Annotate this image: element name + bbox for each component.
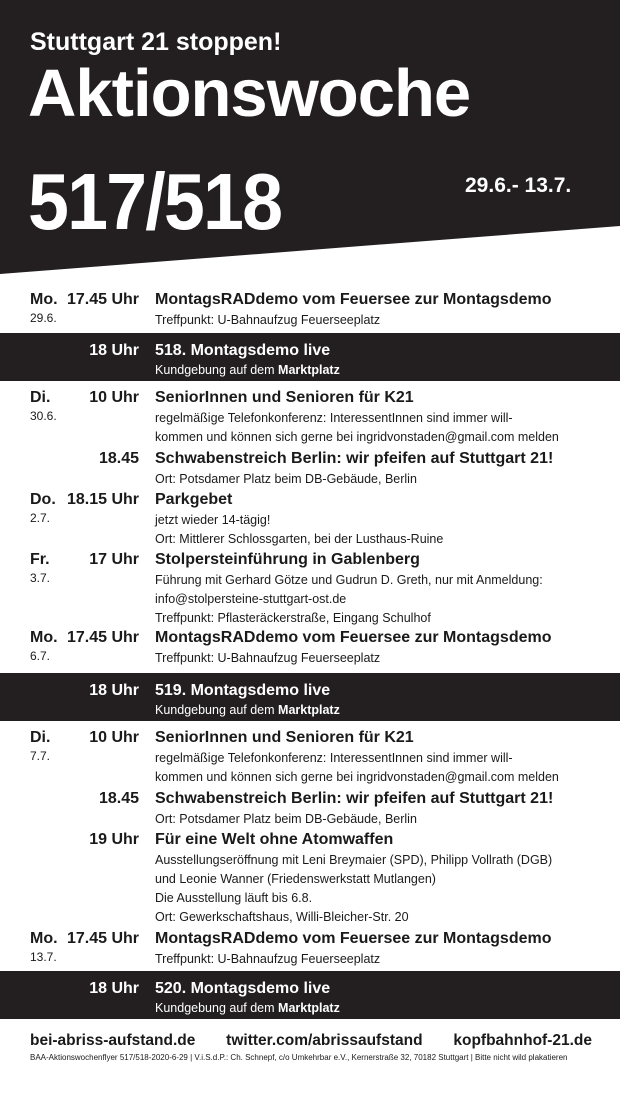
event-subtitle xyxy=(155,703,340,717)
montagsdemo-row xyxy=(0,673,620,721)
footer-imprint: BAA-Aktionswochenflyer 517/518-2020-6-29 | V.i.S.d.P.: Ch. Schnepf, c/o Umkehrbar e.V., Kernerstraße 32, 70182 Stuttgart | Bitte nicht wild plakatieren xyxy=(30,1053,568,1062)
event-detail-line: Ort: Potsdamer Platz beim DB-Gebäude, Berlin xyxy=(155,472,417,486)
event-title: Für eine Welt ohne Atomwaffen xyxy=(155,831,394,848)
event-day: Fr. xyxy=(30,551,50,568)
event-row xyxy=(0,291,620,331)
footer-link-website[interactable]: bei-abriss-aufstand.de xyxy=(30,1032,196,1049)
event-location: Marktplatz xyxy=(278,363,340,377)
event-row xyxy=(0,551,620,629)
header-banner xyxy=(0,0,620,280)
event-date: 7.7. xyxy=(30,749,51,763)
event-subtitle-text: Kundgebung auf dem xyxy=(155,1001,279,1015)
event-row xyxy=(0,450,620,488)
event-details xyxy=(155,311,380,330)
event-day: Di. xyxy=(30,389,51,406)
event-time: 17 Uhr xyxy=(89,551,139,568)
event-date: 3.7. xyxy=(30,571,51,585)
event-subtitle-text: Kundgebung auf dem xyxy=(155,703,279,717)
event-detail-line: Treffpunkt: U-Bahnaufzug Feuerseeplatz xyxy=(155,952,381,966)
event-row xyxy=(0,389,620,447)
event-detail-line: Ort: Potsdamer Platz beim DB-Gebäude, Berlin xyxy=(155,812,417,826)
event-time: 17.45 Uhr xyxy=(66,629,139,646)
event-row xyxy=(0,629,620,669)
event-date: 29.6. xyxy=(30,311,57,325)
event-subtitle-text: Kundgebung auf dem xyxy=(155,363,279,377)
header-dates: 29.6.- 13.7. xyxy=(465,174,572,197)
event-details xyxy=(155,851,552,927)
event-row xyxy=(0,491,620,549)
event-details xyxy=(155,409,559,447)
event-details xyxy=(155,749,559,787)
footer-link-twitter[interactable]: twitter.com/abrissaufstand xyxy=(226,1032,423,1049)
event-location: Marktplatz xyxy=(278,1001,340,1015)
event-subtitle xyxy=(155,1001,340,1015)
event-details xyxy=(155,649,380,668)
event-detail-line: Ort: Mittlerer Schlossgarten, bei der Lusthaus-Ruine xyxy=(155,532,444,546)
event-title: 520. Montagsdemo live xyxy=(155,980,331,997)
event-detail-line: info@stolpersteine-stuttgart-ost.de xyxy=(155,592,347,606)
header-number: 517/518 xyxy=(28,157,282,246)
event-time: 17.45 Uhr xyxy=(66,291,139,308)
event-title: MontagsRADdemo vom Feuersee zur Montagsdemo xyxy=(155,291,552,308)
event-detail-line: regelmäßige Telefonkonferenz: InteressentInnen sind immer will- xyxy=(155,751,513,765)
event-detail-line: Treffpunkt: Pflasteräckerstraße, Eingang Schulhof xyxy=(155,611,431,625)
event-time: 18.45 xyxy=(98,790,139,807)
event-detail-line: jetzt wieder 14-tägig! xyxy=(155,513,271,527)
event-detail-line: kommen und können sich gerne bei ingridvonstaden@gmail.com melden xyxy=(155,430,559,444)
footer-links xyxy=(30,1032,592,1050)
event-detail-line: Ausstellungseröffnung mit Leni Breymaier (SPD), Philipp Vollrath (DGB) xyxy=(155,853,553,867)
event-time: 18.15 Uhr xyxy=(66,491,139,508)
event-detail-line: Die Ausstellung läuft bis 6.8. xyxy=(155,891,313,905)
montagsdemo-row xyxy=(0,333,620,381)
event-title: MontagsRADdemo vom Feuersee zur Montagsdemo xyxy=(155,930,552,947)
footer-link-kopfbahnhof[interactable]: kopfbahnhof-21.de xyxy=(453,1032,592,1049)
montagsdemo-row xyxy=(0,971,620,1019)
event-day: Do. xyxy=(30,491,56,508)
event-detail-line: Treffpunkt: U-Bahnaufzug Feuerseeplatz xyxy=(155,651,381,665)
event-details xyxy=(155,950,380,969)
event-date: 30.6. xyxy=(30,409,57,423)
event-time: 18 Uhr xyxy=(89,980,139,997)
event-subtitle xyxy=(155,363,340,377)
event-detail-line: kommen und können sich gerne bei ingridvonstaden@gmail.com melden xyxy=(155,770,559,784)
event-title: Parkgebet xyxy=(155,491,233,508)
event-detail-line: und Leonie Wanner (Friedenswerkstatt Mutlangen) xyxy=(155,872,436,886)
event-detail-line: regelmäßige Telefonkonferenz: InteressentInnen sind immer will- xyxy=(155,411,513,425)
event-title: SeniorInnen und Senioren für K21 xyxy=(155,729,414,746)
event-time: 18.45 xyxy=(98,450,139,467)
event-row xyxy=(0,930,620,970)
event-day: Mo. xyxy=(30,629,58,646)
event-details xyxy=(155,810,417,829)
event-detail-line: Führung mit Gerhard Götze und Gudrun D. Greth, nur mit Anmeldung: xyxy=(155,573,543,587)
event-detail-line: Ort: Gewerkschaftshaus, Willi-Bleicher-Str. 20 xyxy=(155,910,409,924)
event-date: 13.7. xyxy=(30,950,57,964)
event-date: 6.7. xyxy=(30,649,51,663)
event-time: 10 Uhr xyxy=(89,389,139,406)
event-location: Marktplatz xyxy=(278,703,340,717)
event-time: 19 Uhr xyxy=(89,831,139,848)
event-title: SeniorInnen und Senioren für K21 xyxy=(155,389,414,406)
event-title: 518. Montagsdemo live xyxy=(155,342,331,359)
event-day: Mo. xyxy=(30,930,58,947)
event-row xyxy=(0,831,620,928)
event-details xyxy=(155,470,417,489)
event-detail-line: Treffpunkt: U-Bahnaufzug Feuerseeplatz xyxy=(155,313,381,327)
event-title: Stolpersteinführung in Gablenberg xyxy=(155,551,420,568)
header-title: Aktionswoche xyxy=(28,56,471,131)
event-title: Schwabenstreich Berlin: wir pfeifen auf Stuttgart 21! xyxy=(155,450,554,467)
event-time: 18 Uhr xyxy=(89,342,139,359)
event-row xyxy=(0,790,620,828)
event-details xyxy=(155,511,443,549)
event-time: 10 Uhr xyxy=(89,729,139,746)
event-title: MontagsRADdemo vom Feuersee zur Montagsdemo xyxy=(155,629,552,646)
event-day: Mo. xyxy=(30,291,58,308)
event-time: 18 Uhr xyxy=(89,682,139,699)
event-day: Di. xyxy=(30,729,51,746)
event-title: 519. Montagsdemo live xyxy=(155,682,331,699)
header-subtitle: Stuttgart 21 stoppen! xyxy=(30,28,282,56)
event-title: Schwabenstreich Berlin: wir pfeifen auf Stuttgart 21! xyxy=(155,790,554,807)
event-date: 2.7. xyxy=(30,511,51,525)
event-time: 17.45 Uhr xyxy=(66,930,139,947)
event-details xyxy=(155,571,543,628)
event-row xyxy=(0,729,620,787)
